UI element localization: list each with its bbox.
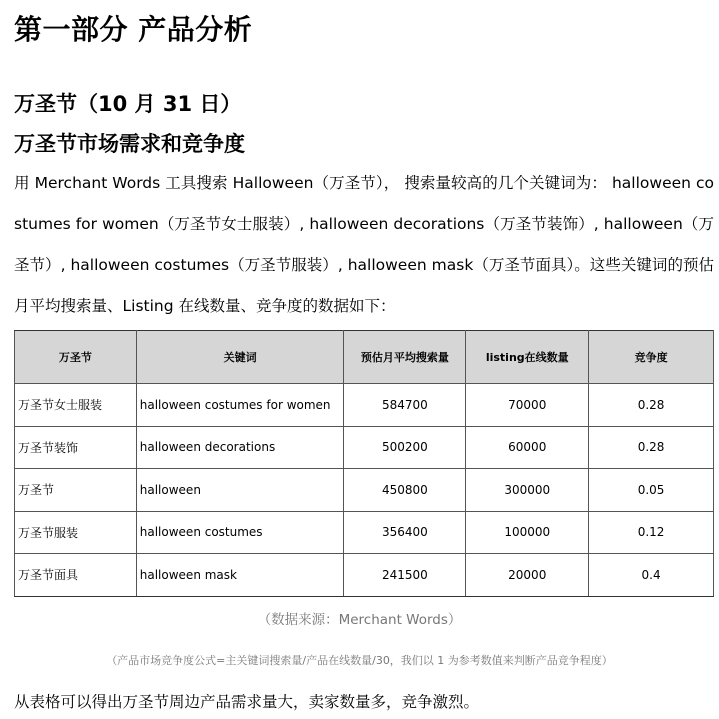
cell-competition: 0.4 xyxy=(589,554,714,597)
table-row xyxy=(15,426,714,469)
cell-competition: 0.28 xyxy=(589,426,714,469)
cell-competition: 0.05 xyxy=(589,469,714,512)
cell-listing-count: 300000 xyxy=(466,469,589,512)
cell-category: 万圣节服装 xyxy=(15,511,137,554)
cell-keyword: halloween costumes xyxy=(136,511,344,554)
cell-search-volume: 356400 xyxy=(344,511,466,554)
cell-search-volume: 241500 xyxy=(344,554,466,597)
table-row xyxy=(15,511,714,554)
cell-keyword: halloween mask xyxy=(136,554,344,597)
table-header-row xyxy=(15,331,714,384)
cell-search-volume: 584700 xyxy=(344,384,466,427)
cell-keyword: halloween xyxy=(136,469,344,512)
cell-listing-count: 70000 xyxy=(466,384,589,427)
conclusion-text: 从表格可以得出万圣节周边产品需求量大，卖家数量多，竞争激烈。 xyxy=(14,693,480,711)
header-listing-count: listing在线数量 xyxy=(466,331,589,384)
header-competition: 竞争度 xyxy=(589,331,714,384)
cell-listing-count: 100000 xyxy=(466,511,589,554)
cell-category: 万圣节装饰 xyxy=(15,426,137,469)
cell-category: 万圣节女士服装 xyxy=(15,384,137,427)
intro-paragraph: 用 Merchant Words 工具搜索 Halloween（万圣节）， 搜索量较高的几个关键词为： halloween costumes for women（万圣节女士服装）, halloween decorations（万圣节装饰）, halloween（万圣节）, halloween costumes（万圣节服装）, halloween mask（万圣节面具）。这些关键词的预估月平均搜索量、Listing 在线数量、竞争度的数据如下： xyxy=(14,174,714,315)
cell-competition: 0.12 xyxy=(589,511,714,554)
part-title: 第一部分 产品分析 xyxy=(14,13,253,46)
cell-search-volume: 450800 xyxy=(344,469,466,512)
formula-note: （产品市场竞争度公式=主关键词搜索量/产品在线数量/30，我们以 1 为参考数值来判断产品竞争程度） xyxy=(106,654,613,667)
section-title: 万圣节（10 月 31 日） xyxy=(14,92,242,116)
cell-listing-count: 60000 xyxy=(466,426,589,469)
cell-competition: 0.28 xyxy=(589,384,714,427)
table-row xyxy=(15,554,714,597)
subsection-title: 万圣节市场需求和竞争度 xyxy=(14,132,245,156)
keyword-table xyxy=(14,330,714,597)
cell-keyword: halloween costumes for women xyxy=(136,384,344,427)
table-row xyxy=(15,469,714,512)
cell-keyword: halloween decorations xyxy=(136,426,344,469)
data-source-note: （数据来源：Merchant Words） xyxy=(257,612,462,628)
header-keyword: 关键词 xyxy=(136,331,344,384)
header-monthly-search: 预估月平均搜索量 xyxy=(344,331,466,384)
cell-category: 万圣节 xyxy=(15,469,137,512)
table-row xyxy=(15,384,714,427)
cell-search-volume: 500200 xyxy=(344,426,466,469)
header-holiday: 万圣节 xyxy=(15,331,137,384)
cell-category: 万圣节面具 xyxy=(15,554,137,597)
cell-listing-count: 20000 xyxy=(466,554,589,597)
